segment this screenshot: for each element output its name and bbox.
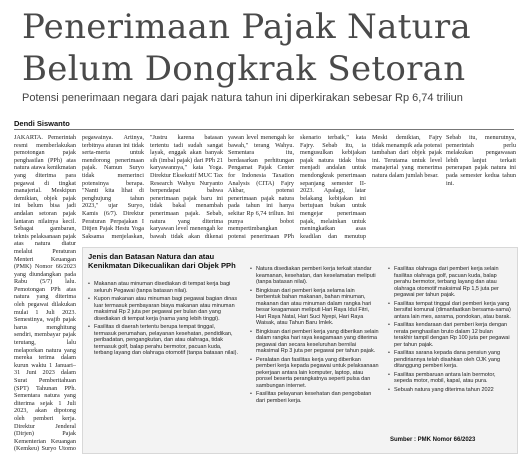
list-item: • Bingkisan dari pemberi kerja yang diberikan selain dalam rangka hari raya keagamaan yang diterima pegawai dan secara keseluruhan bernilai maksimal Rp 3 juta per pegawai per tahun pajak. xyxy=(250,329,380,355)
infobox-list-middle xyxy=(250,266,380,406)
list-item: • Natura disediakan pemberi kerja terkait standar keamanan, kesehatan, dan keselamatan meliputi (tanpa batasan nilai). xyxy=(250,266,380,286)
article-column-1: JAKARTA. Pemerintah resmi memberlakukan pemotongan pajak penghasilan (PPh) atas natura atawa kenikmatan yang diterima para pegawai di tingkat manajerial. Meskipun demikian, objek pajak ini belum bisa jadi andalan setoran pajak lantaran nilainya kecil. Sebagai gambaran, teknis pelaksanaan pajak atas natura diatur melalui Peraturan Menteri Keuangan (PMK) Nomor 66/2023 yang diundangkan pada Rabu (5/7) lalu. Pemotongan PPh atas natura yang diterima oleh pegawai dilakukan mulai 1 Juli 2023. Semestinya, wajib pajak harus menghitung sendiri, membayar pajak terutang, lalu melaporkan natura yang mereka terima dalam kurun waktu 1 Januari–31 Juni 2023 dalam Surat Pemberitahuan (SPT) Tahunan PPh. Sementara natura yang diterima sejak 1 Juli 2023, akan dipotong oleh pemberi kerja. Direktur Jenderal (Dirjen) Pajak Kementerian Keuangan (Kemkeu) Suryo Utomo xyxy=(14,134,76,452)
list-item: • Peralatan dan fasilitas kerja yang diberikan pemberi kerja kepada pegawai untuk pelaksanaan pekerjaan antara lain komputer, laptop, atau ponsel beserta perangkatnya seperti pulsa dan sambungan internet. xyxy=(250,357,380,390)
article-column-3: "Justru karena batasan tertentu tadi sudah sangat layak, enggak akan banyak sih (imbal pajak) dari PPh 21 karyawannya," kata Yoga. Direktur Eksekutif MUC Tax Research Wahyu Nuryanto berpendapat bahwa penerimaan pajak baru ini tidak bakal menambah penerimaan pajak. Sebab, natura yang diterima karyawan level menengah ke bawah tidak akan dikenai xyxy=(150,134,223,240)
list-item: • Bingkisan dari pemberi kerja selama lain berbentuk bahan makanan, bahan minuman, makanan dan atau minuman dalam rangka hari besar keagamaan meliputi Hari Raya Idul Fitri, Hari Raya Natal, Hari Suci Nyepi, Hari Raya Waisak, atau Tahun Baru Imlek. xyxy=(250,288,380,327)
source-note: Sumber : PMK Nomor 66/2023 xyxy=(390,437,476,443)
list-item: • Fasilitas di daerah tertentu berupa tempat tinggal, termasuk perumahan, pelayanan kesehatan, pendidikan, peribadatan, pengangkutan, dan atau olahraga, tidak termasuk golf, balap perahu bermotor, pacuan kuda, terbang layang dan olahraga otomotif (tanpa batasan nilai). xyxy=(88,324,238,357)
headline: Penerimaan Pajak Natura Belum Dongkrak Setoran xyxy=(22,7,471,89)
infobox-list-right xyxy=(388,266,512,395)
article-column-4: yawan level menengah ke bawah," terang Wahyu. Sementara itu, berdasarkan perhitungan Pengamat Pajak Center for Indonesia Taxation Analysis (CITA) Fajry Akbar, potensi penerimaan pajak natura pada tahun ini hanya sekitar Rp 6,74 triliun. Ini punya bobot mempertimbangkan potensi penerimaan PPh xyxy=(228,134,294,240)
article-column-7: Sebab itu, menurutnya, pemerintah perlu melakukan pengawasan lebih lanjut terkait penerapan pajak natura ini pada semester kedua tahun ini. xyxy=(446,134,516,187)
list-item: • Fasilitas sarana kepada dana pensiun yang pendiriannya telah disahkan oleh OJK yang ditanggung pemberi kerja. xyxy=(388,350,512,370)
list-item: • Sebuah natura yang diterima tahun 2022 xyxy=(388,387,512,394)
byline: Dendi Siswanto xyxy=(14,119,70,128)
list-item: • Fasilitas olahraga dari pemberi kerja selain fasilitas olahraga golf, pacuan kuda, balap perahu bermotor, terbang layang dan atau olahraga otomotif maksimal Rp 1,5 juta per pegawai per tahun pajak. xyxy=(388,266,512,299)
subtitle: Potensi penerimaan negara dari pajak natura tahun ini diperkirakan sebesar Rp 6,74 triliun xyxy=(22,92,463,104)
article-column-2: pegawainya. Artinya, terbitnya aturan ini tidak serta-merta untuk mendorong penerimaan pajak. Namun Suryo tidak memerinci potensinya berapa. "Nanti kita lihat di penghujung tahun 2023," ujar Suryo, Kamis (6/7). Direktur Peraturan Perpajakan I Ditjen Pajak Hestu Yoga Saksama menjelaskan, xyxy=(82,134,144,240)
list-item: • Makanan atau minuman disediakan di tempat kerja bagi seluruh Pegawai (tanpa batasan nilai). xyxy=(88,281,238,294)
divider xyxy=(14,129,514,130)
list-item: • Fasilitas tempat tinggal dari pemberi kerja yang bersifat komunal (dimanfaatkan bersama-sama) antara lain mes, asrama, pondokan, atau barak. xyxy=(388,301,512,321)
list-item: • Fasilitas pembaruan antara lain bermotor, sepeda motor, mobil, kapal, atau pura. xyxy=(388,372,512,385)
infobox-title: Jenis dan Batasan Natura dan atau Kenikmatan Dikecualikan dari Objek PPh xyxy=(88,252,236,271)
list-item: • Fasilitas pelayanan kesehatan dan pengobatan dari pemberi kerja. xyxy=(250,391,380,404)
list-item: • Fasilitas kendaraan dari pemberi kerja dengan rerata penghasilan bruto dalam 12 bulan terakhir tampil dengan Rp 100 juta per pegawai per tahun pajak. xyxy=(388,322,512,348)
list-item: • Kupon makanan atau minuman bagi pegawai bagian dinas luar termasuk pembayaran biaya makanan atau minuman maksimal Rp 2 juta per pegawai per bulan dan yang disediakan di tempat kerja (nama yang lebih tinggi). xyxy=(88,296,238,322)
article-column-6: Meski demikian, Fajry tidak menampik ada potensi tambahan dari objek pajak ini. Terutama untuk level manajerial yang menerima natura dalam jumlah besar. xyxy=(372,134,442,179)
infobox-list-left xyxy=(88,281,238,359)
article-column-5: skenario terbaik," kata Fajry. Sebab itu, ia mengusulkan kebijakan pajak natura tidak bisa menjadi andalan untuk mendongkrak penerimaan sepanjang semester II-2023. Apalagi, latar belakang kebijakan ini bertujuan bukan untuk mengejar penerimaan pajak, melainkan untuk meningkatkan asas keadilan dan menutup xyxy=(300,134,366,240)
